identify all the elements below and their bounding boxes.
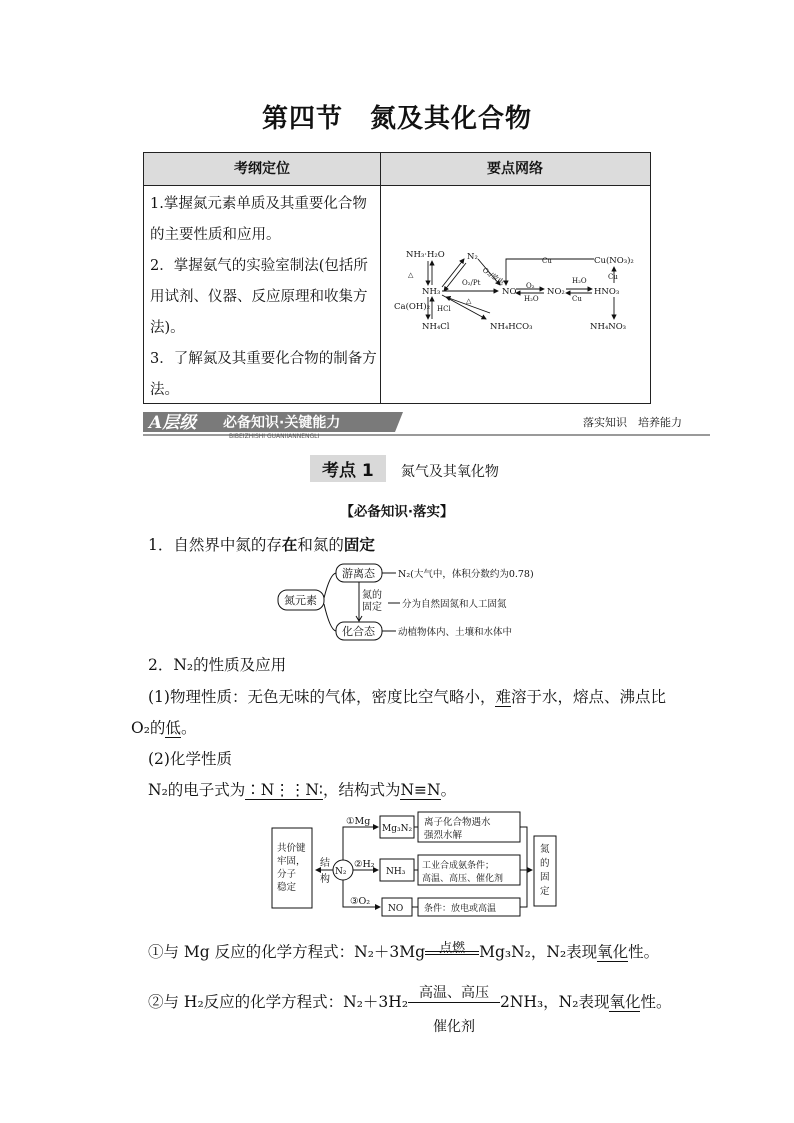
banner-level: A层级 — [149, 413, 197, 433]
banner-right: 落实知识 培养能力 — [583, 416, 682, 429]
s1-bold: 固定 — [343, 535, 375, 554]
chemical-properties-heading: (2)化学性质 — [148, 750, 232, 768]
level-banner — [143, 410, 710, 438]
eq1-condition: 点燃 — [439, 941, 466, 956]
net-nh3: NH₃ — [422, 287, 441, 297]
outline-item: 2．掌握氨气的实验室制法(包括所用试剂、仪器、反应原理和收集方法)。 — [150, 258, 368, 336]
s2-product: NO — [388, 904, 404, 914]
eq1-text: ①与 Mg 反应的化学方程式：N₂＋3Mg — [148, 943, 426, 961]
s2-branch: ①Mg — [346, 816, 371, 827]
phys-text: O₂的 — [131, 719, 166, 737]
electron-formula-line — [148, 778, 456, 800]
outline-item: 1.掌握氮元素单质及其重要化合物的主要性质和应用。 — [150, 196, 367, 243]
banner-main: 必备知识·关键能力 — [223, 415, 341, 431]
nitrogen-existence-diagram — [270, 560, 570, 646]
kaodian-label: 考点 1 — [310, 455, 386, 482]
s1-text: 1．自然界中氮的存 — [148, 536, 282, 554]
phys-text: 。 — [180, 719, 197, 737]
net-cuno32: Cu(NO₃)₂ — [594, 256, 634, 266]
s2-left-line: 共价键 — [277, 843, 306, 854]
net-no2: NO₂ — [547, 287, 565, 297]
s2-branch: ③O₂ — [350, 896, 371, 907]
elec-answer: ∶N⋮⋮N∶ — [245, 781, 323, 799]
net-cu: Cu — [572, 295, 582, 303]
s2-desc: 条件：放电或高温 — [424, 904, 497, 914]
s2-left-line: 稳定 — [277, 882, 297, 893]
s1-comb: 化合态 — [342, 625, 375, 638]
net-hno3: HNO₃ — [594, 287, 620, 297]
eq2-condition-top: 高温、高压 — [419, 985, 490, 1001]
s2-gou: 构 — [320, 874, 330, 885]
eq2-text: 2NH₃，N₂表现 — [500, 993, 610, 1011]
table-header-col2: 要点网络 — [380, 153, 650, 186]
net-caoh2: Ca(OH)₂ — [394, 302, 430, 312]
net-no: NO — [502, 287, 517, 297]
eq2-text: 性。 — [640, 993, 672, 1011]
net-nh4no3: NH₄NO₃ — [590, 322, 627, 332]
outline-table — [143, 152, 651, 404]
s2-desc: 离子化合物遇水 — [424, 817, 491, 828]
physical-properties-line1 — [148, 685, 666, 707]
eq1-answer: 氧化 — [597, 943, 629, 961]
net-nh4cl: NH₄Cl — [422, 322, 450, 332]
s2-right-char: 的 — [540, 858, 550, 869]
net-o2-discharge: O₂/放电 — [480, 266, 506, 287]
eq2-arrow — [408, 1002, 500, 1003]
struct-answer: N≡N — [400, 781, 441, 799]
s2-right-char: 定 — [540, 886, 550, 897]
n2-reactions-diagram — [268, 808, 564, 920]
net-delta: △ — [408, 271, 414, 279]
s2-desc: 强烈水解 — [424, 830, 463, 841]
kaodian-heading — [310, 455, 499, 481]
elec-text: ，结构式为 — [322, 781, 401, 799]
phys-answer: 难 — [495, 688, 511, 706]
net-delta: △ — [466, 297, 472, 305]
s2-desc: 高温、高压、催化剂 — [422, 874, 504, 884]
s1-fix1: 氮的 — [362, 590, 382, 601]
eq2-answer: 氧化 — [609, 993, 641, 1011]
s1-fix2: 固定 — [362, 602, 382, 613]
s1-text: 和氮的 — [297, 536, 344, 554]
table-header-col1: 考纲定位 — [144, 153, 380, 186]
net-h2o: H₂O — [524, 295, 539, 303]
net-nh3h2o: NH₃·H₂O — [406, 250, 445, 260]
s2-product: NH₃ — [386, 867, 406, 877]
s2-product: Mg₃N₂ — [382, 824, 413, 834]
s1-root: 氮元素 — [284, 594, 317, 607]
page-title: 第四节 氮及其化合物 — [261, 104, 532, 134]
s2-left-line: 分子 — [277, 869, 297, 880]
s1-comb-desc: 动植物体内、土壤和水体中 — [398, 627, 513, 638]
net-cu: Cu — [542, 257, 552, 265]
net-h2o: H₂O — [572, 277, 587, 285]
net-o2pt: O₂/Pt — [462, 279, 481, 287]
key-network-diagram — [382, 187, 648, 401]
physical-properties-line2 — [131, 716, 196, 738]
s1-bold: 在 — [281, 535, 298, 554]
net-o2: O₂ — [526, 282, 535, 290]
s2-desc: 工业合成氨条件； — [422, 861, 495, 871]
banner-pinyin: BIBEIZHISHI GUANJIANNENGLI — [229, 433, 320, 438]
s2-right-char: 固 — [540, 872, 550, 883]
outline-item: 3．了解氮及其重要化合物的制备方法。 — [150, 351, 377, 398]
subheading: 【必备知识·落实】 — [340, 504, 454, 520]
s2-n2: N₂ — [335, 867, 347, 877]
phys-answer: 低 — [165, 719, 181, 737]
eq1-text: 性。 — [628, 943, 660, 961]
net-nh4hco3: NH₄HCO₃ — [490, 322, 533, 332]
equation-2 — [148, 985, 672, 1035]
outline-items — [150, 189, 378, 406]
section-2-heading: 2．N₂的性质及应用 — [148, 656, 287, 674]
eq2-text: ②与 H₂反应的化学方程式：N₂＋3H₂ — [148, 993, 409, 1011]
phys-text: 溶于水，熔点、沸点比 — [510, 688, 666, 706]
eq2-condition-bottom: 催化剂 — [433, 1019, 476, 1035]
net-cu: Cu — [608, 273, 618, 281]
section-1-heading — [148, 533, 375, 555]
s2-right-char: 氮 — [540, 844, 550, 855]
s2-left-line: 牢固， — [277, 856, 306, 867]
kaodian-text: 氮气及其氧化物 — [400, 464, 499, 480]
elec-text: N₂的电子式为 — [148, 781, 246, 799]
eq1-text: Mg₃N₂，N₂表现 — [479, 943, 598, 961]
s2-jie: 结 — [320, 858, 330, 869]
table-divider — [380, 153, 381, 403]
equation-1 — [148, 940, 659, 962]
elec-text: 。 — [440, 781, 457, 799]
net-n2: N₂ — [467, 252, 478, 262]
net-hcl: HCl — [437, 305, 451, 313]
s1-free-desc: N₂(大气中，体积分数约为0.78) — [398, 569, 534, 580]
s1-free: 游离态 — [342, 567, 375, 580]
s1-fix-desc: 分为自然固氮和人工固氮 — [402, 599, 507, 610]
s2-branch: ②H₂ — [354, 859, 375, 870]
phys-text: (1)物理性质：无色无味的气体，密度比空气略小， — [148, 688, 496, 706]
